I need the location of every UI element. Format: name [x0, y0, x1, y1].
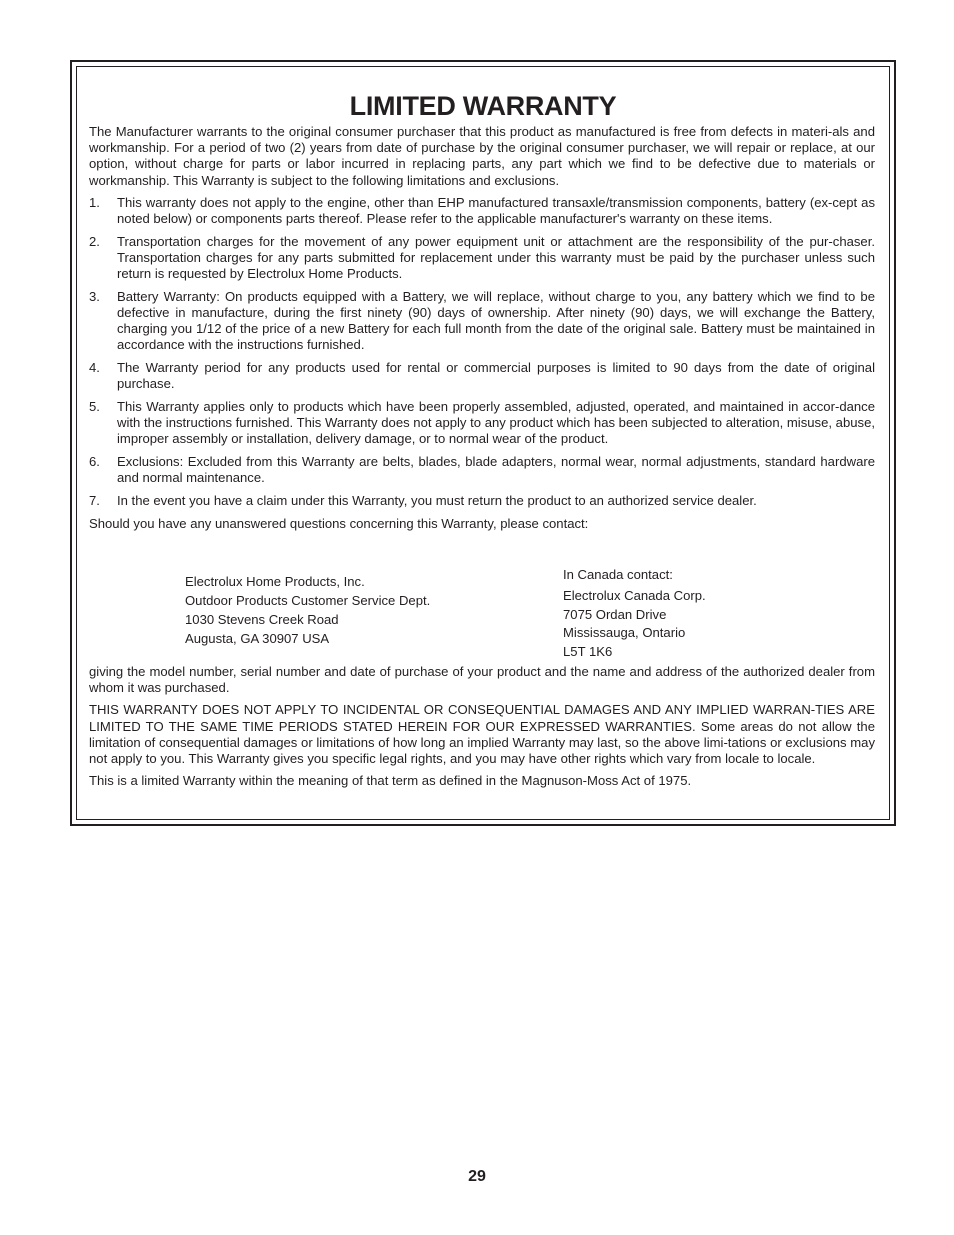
intro-paragraph: The Manufacturer warrants to the original consumer purchaser that this product as manufactured is free from defects in materi-als and workmanship. For a period of two (2) years from date of purchase by the original consumer purchaser, we will repair or replace, at our option, without charge for parts or labor incurred in replacing parts, any part which we find to be defective due to materials or workmanship. This Warranty is subject to the following limitations and exclusions.: [89, 124, 875, 188]
list-item: [89, 454, 875, 486]
warranty-box: [70, 60, 896, 826]
list-item-text: The Warranty period for any products used for rental or commercial purposes is limited to 90 days from the date of original purchase.: [117, 360, 875, 392]
list-item: [89, 399, 875, 448]
us-address: [185, 572, 430, 648]
canada-address-line: Mississauga, Ontario: [563, 625, 686, 641]
list-item: [89, 289, 875, 354]
canada-address: [563, 566, 706, 662]
canada-address-line: L5T 1K6: [563, 643, 613, 659]
canada-address-line: Electrolux Canada Corp.: [563, 588, 706, 604]
list-item: [89, 493, 875, 509]
list-item-number: 5.: [89, 399, 100, 415]
list-item-number: 7.: [89, 493, 100, 509]
list-item-number: 1.: [89, 194, 100, 210]
list-item-text: This warranty does not apply to the engine, other than EHP manufactured transaxle/transmission components, battery (ex-cept as noted below) or components parts thereof. Please refer to the applicable manufacturer's warranty on these items.: [117, 194, 875, 227]
list-item: [89, 360, 875, 392]
list-item-text: In the event you have a claim under this Warranty, you must return the product to an authorized service dealer.: [117, 493, 757, 509]
us-address-line: Electrolux Home Products, Inc.: [185, 573, 365, 589]
us-address-line: Augusta, GA 30907 USA: [185, 630, 330, 646]
giving-paragraph: giving the model number, serial number and date of purchase of your product and the name and address of the authorized dealer from whom it was purchased.: [89, 663, 875, 696]
list-item-number: 6.: [89, 454, 100, 470]
list-item-text: Exclusions: Excluded from this Warranty are belts, blades, blade adapters, normal wear, normal adjustments, standard hardware and normal maintenance.: [117, 454, 875, 486]
magnuson-moss-paragraph: This is a limited Warranty within the meaning of that term as defined in the Magnuson-Moss Act of 1975.: [89, 773, 692, 789]
list-item-text: Battery Warranty: On products equipped with a Battery, we will replace, without charge to you, any battery which we find to be defective in manufacture, during the first ninety (90) days of ownership. After ninety (90) days, we will exchange the Battery, charging you 1/12 of the price of a new Battery for each full month from the date of the original sale. Battery must be maintained in accordance with the instructions furnished.: [117, 288, 875, 353]
canada-address-line: 7075 Ordan Drive: [563, 606, 667, 622]
list-item-text: Transportation charges for the movement of any power equipment unit or attachment are the responsibility of the pur-chaser. Transportation charges for any parts submitted for replacement under this warranty must be paid by the purchaser unless such return is requested by Electrolux Home Products.: [117, 233, 875, 282]
us-address-line: 1030 Stevens Creek Road: [185, 611, 339, 627]
contact-addresses: [89, 532, 875, 664]
us-address-line: Outdoor Products Customer Service Dept.: [185, 592, 431, 608]
list-item-text: This Warranty applies only to products which have been properly assembled, adjusted, operated, and maintained in accor-dance with the instructions furnished. This Warranty does not apply to any product which has been subjected to alteration, misuse, abuse, improper assembly or installation, delivery damage, or to normal wear of the product.: [117, 399, 875, 447]
list-item-number: 3.: [89, 288, 100, 304]
contact-intro: Should you have any unanswered questions concerning this Warranty, please contact:: [89, 515, 589, 531]
list-item: [89, 195, 875, 227]
list-item-number: 2.: [89, 233, 100, 249]
canada-contact-heading: In Canada contact:: [563, 566, 673, 582]
disclaimer-paragraph: THIS WARRANTY DOES NOT APPLY TO INCIDENTAL OR CONSEQUENTIAL DAMAGES AND ANY IMPLIED WARRAN-TIES ARE LIMITED TO THE SAME TIME PERIODS STATED HEREIN FOR OUR EXPRESSED WARRANTIES. Some areas do not allow the limitation of consequential damages or limitations of how long an implied Warranty may last, so the above limi-tations or exclusions may not apply to you. This Warranty gives you specific legal rights, and you may have other rights which vary from locale to locale.: [89, 702, 875, 766]
list-item: [89, 234, 875, 283]
page-title: LIMITED WARRANTY: [349, 91, 617, 121]
terms-list: [89, 195, 875, 509]
list-item-number: 4.: [89, 360, 100, 376]
page-number: 29: [468, 1168, 486, 1185]
warranty-body: [89, 124, 875, 789]
